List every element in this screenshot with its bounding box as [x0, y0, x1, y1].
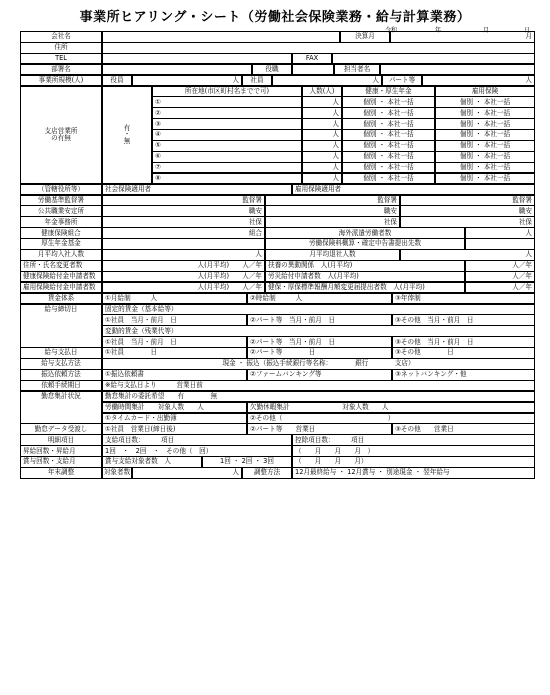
agency-field-b-3[interactable]: 社保 [265, 216, 400, 228]
bonus-times-label: 賞与回数・支給月 [20, 456, 102, 468]
branch-headcount-8[interactable]: 人 [302, 173, 342, 185]
wage-system-label: 賃金体系 [20, 293, 102, 305]
health-union-label: 健康保険組合 [20, 227, 102, 239]
monthly-leavers-field[interactable]: 人 [400, 249, 535, 261]
month-label: 月 [483, 27, 490, 34]
count-field-b-2[interactable]: 人／年 [465, 271, 535, 283]
officers-label: 役員 [102, 75, 132, 87]
branch-presence-choice[interactable]: 有 ・ 無 [102, 86, 152, 185]
raise-times-field[interactable]: 1回 ・ 2回 ・ その他（ 回） [102, 445, 292, 457]
branch-employment-choice-8[interactable]: 個別 ・ 本社一括 [435, 173, 535, 185]
other-method-field[interactable]: ②その他（ ） [247, 413, 535, 425]
department-label: 部署名 [20, 64, 102, 76]
branch-headcount-5[interactable]: 人 [302, 140, 342, 152]
payment-items-field[interactable]: 支給項目数： 項目 [102, 434, 292, 446]
employees-label: 社員 [242, 75, 272, 87]
employment-insurance-applicant-field[interactable]: 雇用保険適用者 [292, 184, 535, 196]
working-hours-field[interactable]: 労働時間集計 対象人数 人 [102, 402, 247, 414]
pay-day-label: 給与支払日 [20, 347, 102, 359]
branch-health-choice-5[interactable]: 個別 ・ 本社一括 [342, 140, 435, 152]
branch-row-7[interactable]: ⑦ [152, 162, 302, 174]
health-pension-header: 健康・厚生年金 [342, 86, 435, 98]
overseas-workers-field[interactable]: 人 [465, 227, 535, 239]
fixed-wages-label: 固定的賃金（基本給等） [102, 304, 535, 316]
target-count-field[interactable]: 人 [132, 467, 242, 479]
payday-employee-field[interactable]: ①社員 日 [102, 347, 247, 359]
labor-insurance-report-label: 労働保険料概算・確定申告書提出先数 [265, 238, 465, 250]
employment-insurance-header: 雇用保険 [435, 86, 535, 98]
fixed-other-field[interactable]: ③その他 当月・前月 日 [392, 314, 535, 326]
count-label-b-2: 労災給付申請者数 人(月平均) [265, 271, 465, 283]
variable-other-field[interactable]: ③その他 当月・前月 日 [392, 336, 535, 348]
branch-headcount-2[interactable]: 人 [302, 107, 342, 119]
social-insurance-applicant-field[interactable]: 社会保険適用者 [102, 184, 292, 196]
address-label: 住所 [20, 42, 102, 54]
closing-month-field[interactable]: 月 [390, 31, 535, 43]
era-label: 令和 [385, 27, 398, 34]
sheet-title: 事業所ヒアリング・シート（労働社会保険業務・給与計算業務） [79, 10, 471, 25]
timecard-option[interactable]: ①タイムカード・出勤簿 [102, 413, 247, 425]
year-label: 年 [435, 27, 442, 34]
company-name-label: 会社名 [20, 31, 102, 43]
attendance-receipt-label: 勤怠データ受渡し [20, 423, 102, 435]
health-union-field[interactable]: 組合 [102, 227, 265, 239]
position-label: 役職 [252, 64, 292, 76]
branch-employment-choice-3[interactable]: 個別 ・ 本社一括 [435, 118, 535, 130]
target-count-label: 対象者数 [102, 467, 132, 479]
branch-row-1[interactable]: ① [152, 96, 302, 108]
wage-daily-option[interactable]: ②時給制 人 [247, 293, 392, 305]
jurisdiction-label: （管轄役所等） [20, 184, 102, 196]
headcount-header: 人数(人) [302, 86, 342, 98]
receipt-part-field[interactable]: ②パート等 営業日 [247, 423, 392, 435]
count-field-a-3[interactable]: 人(月平均) 人／年 [102, 282, 265, 294]
bonus-targets-field[interactable]: 賞与支給対象者数 人 [102, 456, 202, 468]
branch-health-choice-1[interactable]: 個別 ・ 本社一括 [342, 96, 435, 108]
branch-offices-label: 支店営業所 の有無 [20, 86, 102, 185]
branch-health-choice-6[interactable]: 個別 ・ 本社一括 [342, 151, 435, 163]
branch-health-choice-2[interactable]: 個別 ・ 本社一括 [342, 107, 435, 119]
year-end-adjustment-label: 年末調整 [20, 467, 102, 479]
transfer-option-2[interactable]: ②ファームバンキング等 [247, 369, 392, 381]
raise-times-label: 昇給回数・昇給月 [20, 445, 102, 457]
agency-field-a-3[interactable]: 社保 [102, 216, 265, 228]
wage-monthly-option[interactable]: ①月給制 人 [102, 293, 247, 305]
branch-location-header: 所在地(市区町村名までで可) [152, 86, 302, 98]
branch-row-4[interactable]: ④ [152, 129, 302, 141]
hearing-sheet-form [20, 31, 535, 692]
branch-employment-choice-2[interactable]: 個別 ・ 本社一括 [435, 107, 535, 119]
agency-label-2: 公共職業安定所 [20, 205, 102, 217]
payday-other-field[interactable]: ③その他 日 [392, 347, 535, 359]
tel-label: TEL [20, 53, 102, 65]
branch-health-choice-7[interactable]: 個別 ・ 本社一括 [342, 162, 435, 174]
leave-aggregation-field[interactable]: 欠勤休暇集計 対象人数 人 [247, 402, 535, 414]
payday-part-field[interactable]: ②パート等 日 [247, 347, 392, 359]
branch-row-8[interactable]: ⑧ [152, 173, 302, 185]
part-timers-field[interactable]: 人 [422, 75, 535, 87]
count-label-b-1: 扶養の異動関係 人(月平均) [265, 260, 465, 272]
pay-closing-label: 給与締切日 [20, 304, 102, 348]
adjustment-method-label: 調整方法 [242, 467, 292, 479]
person-in-charge-label: 担当者名 [334, 64, 380, 76]
branch-health-choice-4[interactable]: 個別 ・ 本社一括 [342, 129, 435, 141]
branch-health-choice-8[interactable]: 個別 ・ 本社一括 [342, 173, 435, 185]
receipt-employee-field[interactable]: ①社員 営業日(締日後) [102, 423, 247, 435]
agency-field-c-3[interactable]: 社保 [400, 216, 535, 228]
statement-items-label: 明細項目 [20, 434, 102, 446]
branch-row-3[interactable]: ③ [152, 118, 302, 130]
agency-field-c-1[interactable]: 監督署 [400, 195, 535, 207]
branch-row-6[interactable]: ⑥ [152, 151, 302, 163]
part-timers-label: パート等 [382, 75, 422, 87]
branch-employment-choice-1[interactable]: 個別 ・ 本社一括 [435, 96, 535, 108]
outsourcing-wish-field[interactable]: 勤怠集計の委託希望 有 無 [102, 391, 535, 403]
attendance-aggregation-label: 勤怠集計状況 [20, 391, 102, 425]
agency-field-a-1[interactable]: 監督署 [102, 195, 265, 207]
count-field-a-2[interactable]: 人(月平均) 人／年 [102, 271, 265, 283]
branch-headcount-1[interactable]: 人 [302, 96, 342, 108]
variable-employee-field[interactable]: ①社員 当月・前月 日 [102, 336, 247, 348]
payment-method-field[interactable]: 現金 ・ 振込（振込手続銀行等名称： 銀行 支店） [102, 358, 535, 370]
variable-wages-label: 変動的賃金（残業代等） [102, 325, 535, 337]
fixed-employee-field[interactable]: ①社員 当月・前月 日 [102, 314, 247, 326]
count-label-a-2: 健康保険給付金申請者数 [20, 271, 102, 283]
request-deadline-field[interactable]: ※給与支払日より 営業日前 [102, 380, 535, 392]
company-scale-label: 事業所規模(人) [20, 75, 102, 87]
agency-field-b-2[interactable]: 職安 [265, 205, 400, 217]
branch-employment-choice-6[interactable]: 個別 ・ 本社一括 [435, 151, 535, 163]
branch-row-2[interactable]: ② [152, 107, 302, 119]
bonus-options-field[interactable]: 1回 ・ 2回 ・ 3回 [202, 456, 292, 468]
branch-health-choice-3[interactable]: 個別 ・ 本社一括 [342, 118, 435, 130]
day-label: 日 [524, 27, 531, 34]
agency-field-b-1[interactable]: 監督署 [265, 195, 400, 207]
monthly-joiners-field[interactable]: 人 [102, 249, 265, 261]
agency-field-a-2[interactable]: 職安 [102, 205, 265, 217]
deduction-items-field[interactable]: 控除項目数： 項目 [292, 434, 535, 446]
bonus-months-field[interactable]: （ 月 月 月） [292, 456, 535, 468]
branch-headcount-7[interactable]: 人 [302, 162, 342, 174]
count-label-b-3: 健保・厚保標準報酬月額変更届提出者数 人(月平均) [265, 282, 465, 294]
agency-label-3: 年金事務所 [20, 216, 102, 228]
pension-fund-label: 厚生年金基金 [20, 238, 102, 250]
branch-employment-choice-7[interactable]: 個別 ・ 本社一括 [435, 162, 535, 174]
branch-employment-choice-5[interactable]: 個別 ・ 本社一括 [435, 140, 535, 152]
count-field-a-1[interactable]: 人(月平均) 人／年 [102, 260, 265, 272]
overseas-workers-label: 海外派遣労働者数 [265, 227, 465, 239]
payment-method-label: 給与支払方法 [20, 358, 102, 370]
count-label-a-3: 雇用保険給付金申請者数 [20, 282, 102, 294]
count-field-b-3[interactable]: 人／年 [465, 282, 535, 294]
officers-field[interactable]: 人 [132, 75, 242, 87]
branch-headcount-3[interactable]: 人 [302, 118, 342, 130]
transfer-option-1[interactable]: ①振込依頼書 [102, 369, 247, 381]
branch-row-5[interactable]: ⑤ [152, 140, 302, 152]
adjustment-options-field[interactable]: 12月最終給与 ・ 12月賞与 ・ 別途現金 ・ 翌年給与 [292, 467, 535, 479]
transfer-method-label: 振込依頼方法 [20, 369, 102, 381]
count-label-a-1: 住所・氏名変更者数 [20, 260, 102, 272]
monthly-leavers-label: 月平均退社人数 [265, 249, 400, 261]
branch-headcount-4[interactable]: 人 [302, 129, 342, 141]
transfer-option-3[interactable]: ③ネットバンキング・他 [392, 369, 535, 381]
receipt-other-field[interactable]: ③その他 営業日 [392, 423, 535, 435]
monthly-joiners-label: 月平均入社人数 [20, 249, 102, 261]
fax-label: FAX [292, 53, 332, 65]
raise-months-field[interactable]: （ 月 月 月 ） [292, 445, 535, 457]
count-field-b-1[interactable]: 人／年 [465, 260, 535, 272]
request-deadline-label: 依頼手続期日 [20, 380, 102, 392]
agency-field-c-2[interactable]: 職安 [400, 205, 535, 217]
agency-label-1: 労働基準監督署 [20, 195, 102, 207]
employees-field[interactable]: 人 [272, 75, 382, 87]
branch-headcount-6[interactable]: 人 [302, 151, 342, 163]
variable-part-field[interactable]: ②パート等 当月・前月 日 [247, 336, 392, 348]
closing-month-label: 決算月 [340, 31, 390, 43]
fixed-part-field[interactable]: ②パート等 当月・前月 日 [247, 314, 392, 326]
branch-employment-choice-4[interactable]: 個別 ・ 本社一括 [435, 129, 535, 141]
wage-annual-option[interactable]: ③年俸制 [392, 293, 535, 305]
